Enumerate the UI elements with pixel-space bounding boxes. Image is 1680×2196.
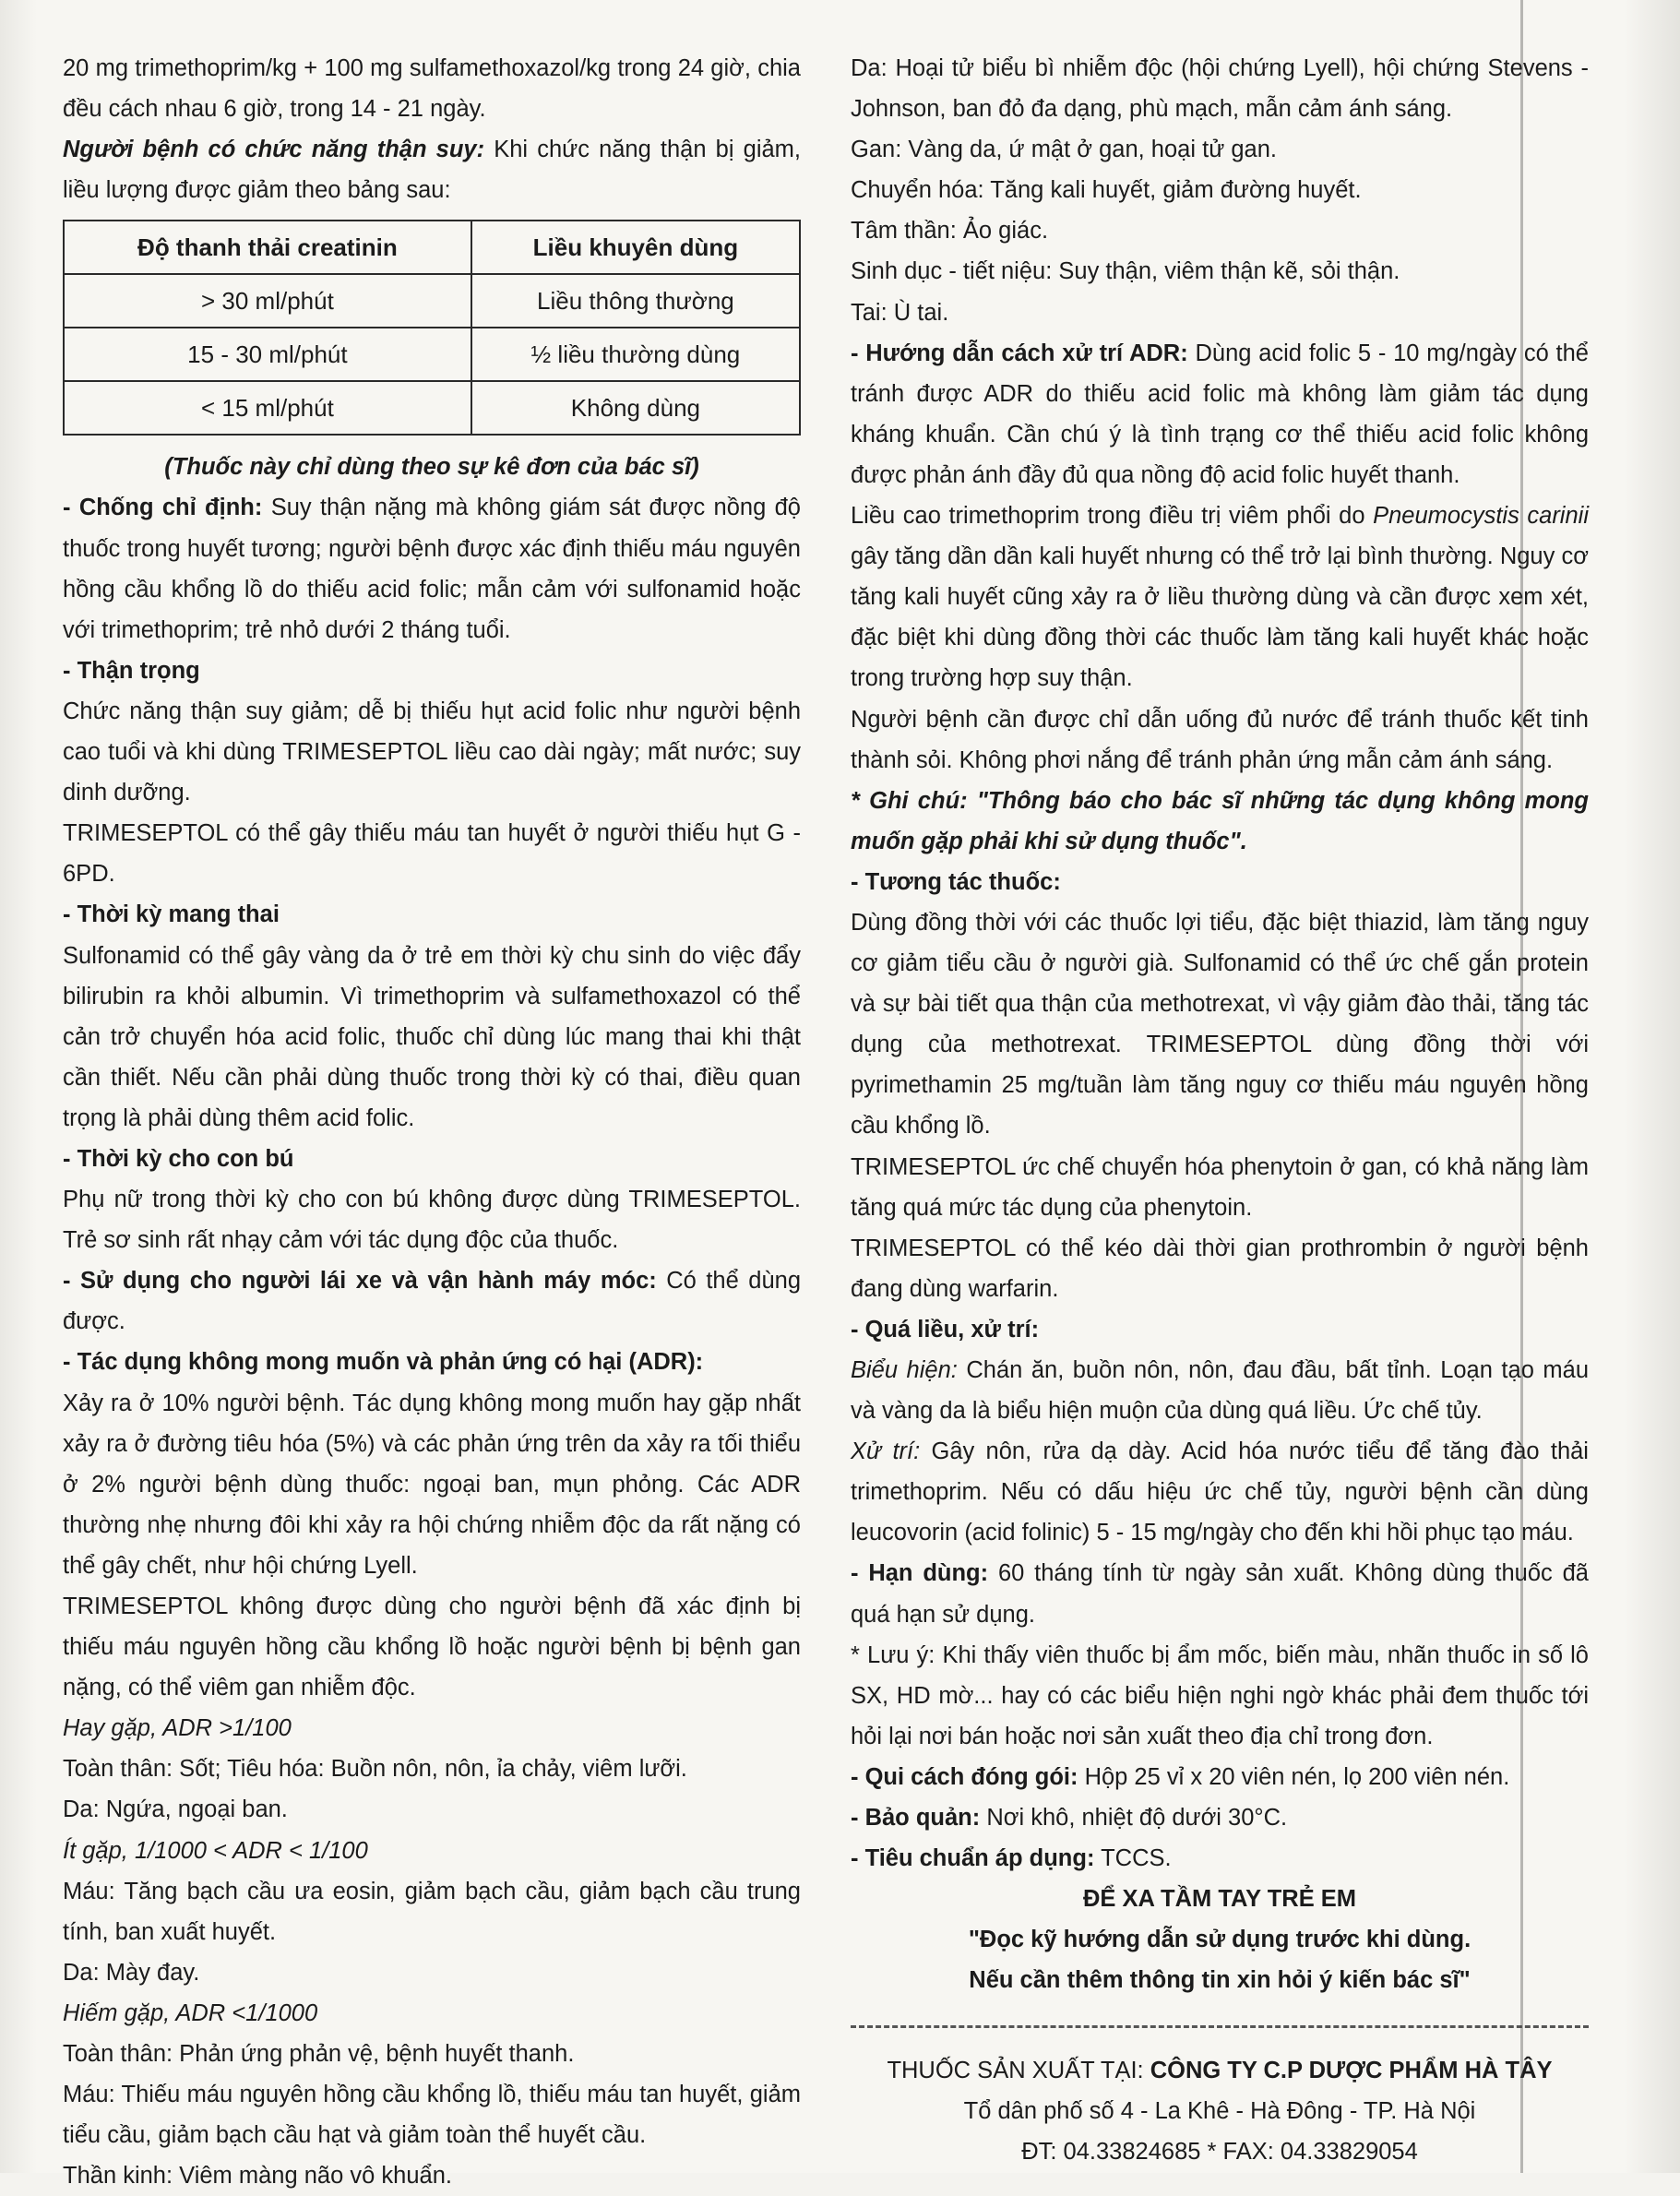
read-instructions-1: "Đọc kỹ hướng dẫn sử dụng trước khi dùng. [968, 1927, 1471, 1953]
table-cell: < 15 ml/phút [64, 381, 471, 435]
adr-management-text: Dùng acid folic 5 - 10 mg/ngày có thể tránh được ADR do thiếu acid folic mà không làm giảm tác dụng kháng khuẩn. Cần chú ý là tình trạng cơ thể thiếu acid folic không được phản ánh đầy đủ qua nồng độ acid folic huyết thanh. [851, 340, 1589, 488]
metabolic-adr: Chuyển hóa: Tăng kali huyết, giảm đường huyết. [851, 177, 1362, 204]
expiry-text: 60 tháng tính từ ngày sản xuất. Không dùng thuốc đã quá hạn sử dụng. [851, 1560, 1589, 1628]
common-adr-label: Hay gặp, ADR >1/100 [63, 1715, 292, 1742]
hyperkalemia-text [851, 495, 1589, 698]
caution-heading: - Thận trọng [63, 657, 200, 684]
urogenital-adr: Sinh dục - tiết niệu: Suy thận, viêm thận kẽ, sỏi thận. [851, 258, 1400, 285]
adr-heading: - Tác dụng không mong muốn và phản ứng có hại (ADR): [63, 1349, 704, 1376]
pathogen-name: Pneumocystis carinii [1373, 503, 1589, 530]
caution-text-2: TRIMESEPTOL có thể gây thiếu máu tan huyết ở người thiếu hụt G - 6PD. [63, 820, 801, 888]
table-cell: 15 - 30 ml/phút [64, 328, 471, 381]
uncommon-adr-1: Máu: Tăng bạch cầu ưa eosin, giảm bạch cầu, giảm bạch cầu trung tính, ban xuất huyết. [63, 1878, 801, 1945]
driving-paragraph [63, 1260, 801, 1342]
dosage-text: 20 mg trimethoprim/kg + 100 mg sulfamethoxazol/kg trong 24 giờ, chia đều cách nhau 6 giờ, trong 14 - 21 ngày. [63, 55, 801, 123]
right-column [851, 48, 1589, 2172]
driving-label: - Sử dụng cho người lái xe và vận hành máy móc: [63, 1268, 657, 1295]
table-cell: ½ liều thường dùng [471, 328, 800, 381]
table-header-dose: Liều khuyên dùng [471, 221, 800, 274]
pregnancy-text: Sulfonamid có thể gây vàng da ở trẻ em thời kỳ chu sinh do việc đẩy bilirubin ra khỏi albumin. Vì trimethoprim và sulfamethoxazol có thể cản trở chuyển hóa acid folic, thuốc chỉ dùng lúc mang thai khi thật cần thiết. Nếu cần phải dùng thuốc trong thời kỳ có thai, điều quan trọng là phải dùng thêm acid folic. [63, 942, 801, 1131]
paper-fold-line [1520, 0, 1523, 2173]
overdose-symptoms [851, 1350, 1589, 1431]
common-adr-2: Da: Ngứa, ngoại ban. [63, 1796, 288, 1823]
psychiatric-adr: Tâm thần: Ảo giác. [851, 218, 1049, 245]
interactions-text-3: TRIMESEPTOL có thể kéo dài thời gian prothrombin ở người bệnh đang dùng warfarin. [851, 1235, 1589, 1302]
warning-note: * Lưu ý: Khi thấy viên thuốc bị ẩm mốc, biến màu, nhãn thuốc in số lô SX, HD mờ... hay có các biểu hiện nghi ngờ khác phải đem thuốc tới hỏi lại nơi bán hoặc nơi sản xuất theo địa chỉ trong đơn. [851, 1641, 1589, 1749]
divider [851, 2025, 1589, 2028]
read-instructions-2: Nếu cần thêm thông tin xin hỏi ý kiến bác sĩ" [969, 1967, 1471, 1994]
hydration-text: Người bệnh cần được chỉ dẫn uống đủ nước để tránh thuốc kết tinh thành sỏi. Không phơi nắng để tránh phản ứng mẫn cảm ánh sáng. [851, 706, 1589, 773]
rare-adr-2: Máu: Thiếu máu nguyên hồng cầu khổng lồ, thiếu máu tan huyết, giảm tiểu cầu, giảm bạch cầu hạt và giảm toàn thể huyết cầu. [63, 2082, 801, 2149]
uncommon-adr-2: Da: Mày đay. [63, 1959, 200, 1986]
standard [851, 1838, 1589, 1879]
keep-away-notice: ĐỂ XA TẦM TAY TRẺ EM [1082, 1886, 1357, 1913]
skin-adr: Da: Hoại tử biểu bì nhiễm độc (hội chứng Lyell), hội chứng Stevens - Johnson, ban đỏ đa dạng, phù mạch, mẫn cảm ánh sáng. [851, 55, 1589, 123]
interactions-text-2: TRIMESEPTOL ức chế chuyển hóa phenytoin ở gan, có khả năng làm tăng quá mức tác dụng của phenytoin. [851, 1153, 1589, 1221]
hyperkalemia-text-b: gây tăng dần dần kali huyết nhưng có thể trở lại bình thường. Nguy cơ tăng kali huyết cũng xảy ra ở liều thường dùng và cần được xem xét, đặc biệt khi dùng đồng thời các thuốc làm tăng kali huyết khác hoặc trong trường hợp suy thận. [851, 543, 1589, 692]
standard-text: TCCS. [1094, 1845, 1172, 1872]
interactions-heading: - Tương tác thuốc: [851, 868, 1061, 895]
packaging-label: - Qui cách đóng gói: [851, 1763, 1078, 1790]
uncommon-adr-label: Ít gặp, 1/1000 < ADR < 1/100 [63, 1837, 368, 1864]
contraindications-text: Suy thận nặng mà không giám sát được nồng độ thuốc trong huyết tương; người bệnh được xác định thiếu máu nguyên hồng cầu khổng lồ do thiếu acid folic; mẫn cảm với sulfonamid hoặc với trimethoprim; trẻ nhỏ dưới 2 tháng tuổi. [63, 495, 801, 643]
manufacturer-prefix: THUỐC SẢN XUẤT TẠI: [887, 2057, 1150, 2083]
symptoms-label: Biểu hiện: [851, 1357, 958, 1383]
hyperkalemia-text-a: Liều cao trimethoprim trong điều trị viêm phổi do [851, 503, 1374, 530]
adr-text-2: TRIMESEPTOL không được dùng cho người bệnh đã xác định bị thiếu máu nguyên hồng cầu khổng lồ hoặc người bệnh bị bệnh gan nặng, có thể viêm gan nhiễm độc. [63, 1593, 801, 1701]
liver-adr: Gan: Vàng da, ứ mật ở gan, hoại tử gan. [851, 137, 1277, 163]
storage-label: - Bảo quản: [851, 1805, 981, 1832]
manufacturer-name: CÔNG TY C.P DƯỢC PHẨM HÀ TÂY [1150, 2057, 1553, 2083]
rare-adr-label: Hiếm gặp, ADR <1/1000 [63, 1999, 318, 2026]
table-cell: > 30 ml/phút [64, 274, 471, 328]
expiry [851, 1553, 1589, 1634]
common-adr-1: Toàn thân: Sốt; Tiêu hóa: Buồn nôn, nôn, ỉa chảy, viêm lưỡi. [63, 1756, 687, 1783]
ear-adr: Tai: Ù tai. [851, 299, 949, 326]
storage-text: Nơi khô, nhiệt độ dưới 30°C. [980, 1805, 1288, 1832]
packaging [851, 1757, 1589, 1797]
table-row [64, 328, 800, 381]
left-column [63, 48, 801, 2196]
contraindications-label: - Chống chỉ định: [63, 495, 263, 521]
treatment-label: Xử trí: [851, 1438, 921, 1465]
lactation-heading: - Thời kỳ cho con bú [63, 1145, 294, 1172]
table-row [64, 381, 800, 435]
table-header-creatinine: Độ thanh thải creatinin [64, 221, 471, 274]
caution-text-1: Chức năng thận suy giảm; dễ bị thiếu hụt acid folic như người bệnh cao tuổi và khi dùng TRIMESEPTOL liều cao dài ngày; mất nước; suy dinh dưỡng. [63, 698, 801, 806]
manufacturer-address: Tổ dân phố số 4 - La Khê - Hà Đông - TP. Hà Nội [963, 2097, 1476, 2124]
renal-dose-table [63, 220, 801, 436]
pregnancy-heading: - Thời kỳ mang thai [63, 901, 280, 928]
adr-text-1: Xảy ra ở 10% người bệnh. Tác dụng không mong muốn hay gặp nhất xảy ra ở đường tiêu hóa (5%) và các phản ứng trên da xảy ra tối thiểu ở 2% người bệnh dùng thuốc: ngoại ban, mụn phỏng. Các ADR thường nhẹ nhưng đôi khi xảy ra hội chứng nhiễm độc da rất nặng có thể gây chết, như hội chứng Lyell. [63, 1390, 801, 1579]
table-cell: Không dùng [471, 381, 800, 435]
expiry-label: - Hạn dùng: [851, 1560, 989, 1587]
renal-paragraph [63, 129, 801, 210]
table-row [64, 274, 800, 328]
treatment-text: Gây nôn, rửa dạ dày. Acid hóa nước tiểu để tăng đào thải trimethoprim. Nếu có dấu hiệu ức chế tủy, người bệnh cần dùng leucovorin (acid folinic) 5 - 15 mg/ngày cho đến khi hồi phục tạo máu. [851, 1438, 1589, 1546]
storage [851, 1797, 1589, 1838]
renal-label: Người bệnh có chức năng thận suy: [63, 137, 485, 163]
adr-management [851, 333, 1589, 495]
manufacturer [851, 2050, 1589, 2091]
standard-label: - Tiêu chuẩn áp dụng: [851, 1845, 1095, 1872]
rare-adr-1: Toàn thân: Phản ứng phản vệ, bệnh huyết thanh. [63, 2041, 575, 2068]
overdose-treatment [851, 1431, 1589, 1553]
interactions-text-1: Dùng đồng thời với các thuốc lợi tiểu, đặc biệt thiazid, làm tăng nguy cơ giảm tiểu cầu ở người già. Sulfonamid có thể ức chế gắn protein và sự bài tiết qua thận của methotrexat, vì vậy giảm đào thải, tăng tác dụng của methotrexat. TRIMESEPTOL dùng đồng thời với pyrimethamin 25 mg/tuần làm tăng nguy cơ thiếu máu nguyên hồng cầu khổng lồ. [851, 909, 1589, 1140]
contraindications [63, 487, 801, 650]
rare-adr-3: Thần kinh: Viêm màng não vô khuẩn. [63, 2163, 452, 2190]
prescription-note: (Thuốc này chỉ dùng theo sự kê đơn của bác sĩ) [164, 454, 699, 481]
manufacturer-phone: ĐT: 04.33824685 * FAX: 04.33829054 [1021, 2138, 1418, 2165]
table-cell: Liều thông thường [471, 274, 800, 328]
adr-management-label: - Hướng dẫn cách xử trí ADR: [851, 340, 1188, 366]
overdose-heading: - Quá liều, xử trí: [851, 1316, 1040, 1343]
lactation-text: Phụ nữ trong thời kỳ cho con bú không được dùng TRIMESEPTOL. Trẻ sơ sinh rất nhạy cảm với tác dụng độc của thuốc. [63, 1187, 801, 1254]
table-header-row [64, 221, 800, 274]
symptoms-text: Chán ăn, buồn nôn, nôn, đau đầu, bất tỉnh. Loạn tạo máu và vàng da là biểu hiện muộn của dùng quá liều. Ức chế tủy. [851, 1357, 1589, 1425]
packaging-text: Hộp 25 vỉ x 20 viên nén, lọ 200 viên nén. [1078, 1763, 1510, 1790]
renal-text: Khi chức năng thận bị giảm, liều lượng được giảm theo bảng sau: [63, 137, 801, 204]
report-note: * Ghi chú: "Thông báo cho bác sĩ những tác dụng không mong muốn gặp phải khi sử dụng thuốc". [851, 787, 1589, 854]
driving-text: Có thể dùng được. [63, 1268, 801, 1335]
